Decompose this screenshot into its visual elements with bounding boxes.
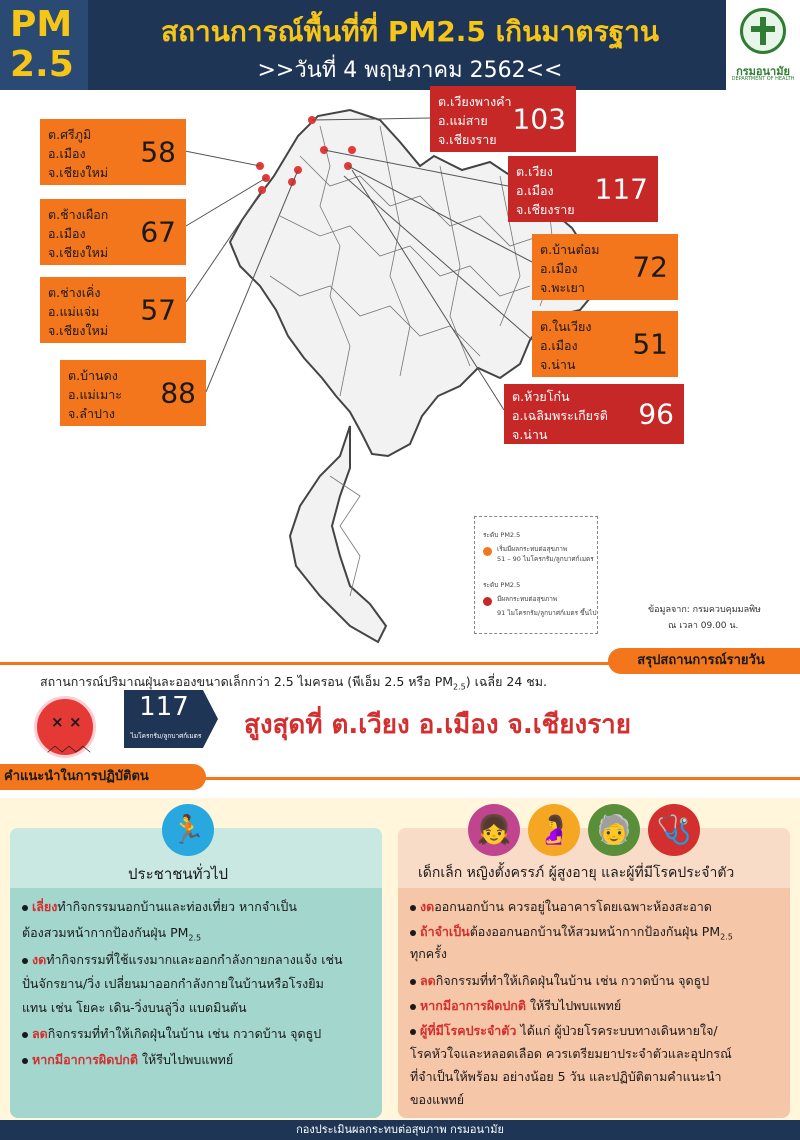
general-advice-2b: ปั่นจักรยาน/วิ่ง เปลี่ยนมาออกกำลังกายในบ้านหรือโรงยิม xyxy=(22,976,324,991)
sensitive-advice-5c: ที่จำเป็นให้พร้อม อย่างน้อย 5 วัน และปฏิบัติตามคำแนะนำ xyxy=(410,1069,722,1084)
sensitive-advice-5d: ของแพทย์ xyxy=(410,1092,465,1107)
data-source: ข้อมูลจาก: กรมควบคุมมลพิษ xyxy=(648,605,761,615)
general-advice-2: งดทำกิจกรรมที่ใช้แรงมากและออกกำลังกายกลางแจ้ง เช่น xyxy=(32,952,343,967)
sensitive-advice-2b: ทุกครั้ง xyxy=(410,946,447,961)
child-icon: 👧 xyxy=(468,804,520,856)
legend-dot-red xyxy=(483,597,492,606)
station-wiangphangkham xyxy=(430,86,576,152)
station-name: ต.บ้านต๋อม อ.เมือง จ.พะเยา xyxy=(540,242,600,295)
logo-subtitle: DEPARTMENT OF HEALTH xyxy=(731,76,795,82)
station-value: 117 xyxy=(594,172,648,206)
station-name: ต.บ้านดง อ.แม่เมาะ จ.ลำปาง xyxy=(68,368,123,421)
page-subtitle: >>วันที่ 4 พฤษภาคม 2562<< xyxy=(257,58,563,83)
general-advice-1b: ต้องสวมหน้ากากป้องกันฝุ่น $PM_{2.5}$ xyxy=(22,925,202,943)
footer-text: กองประเมินผลกระทบต่อสุขภาพ กรมอนามัย xyxy=(296,1123,504,1136)
station-value: 67 xyxy=(140,215,176,249)
station-name: ต.เวียง อ.เมือง จ.เชียงราย xyxy=(516,164,575,217)
sensitive-advice-4: หากมีอาการผิดปกติ ให้รีบไปพบแพทย์ xyxy=(420,998,622,1013)
sensitive-groups-title: เด็กเล็ก หญิงตั้งครรภ์ ผู้สูงอายุ และผู้ที่มีโรคประจำตัว xyxy=(418,865,735,881)
unhealthy-face-icon: × × ︿︿︿ xyxy=(34,696,96,758)
patient-icon: 🩺 xyxy=(648,804,700,856)
sensitive-advice-1: งดออกนอกบ้าน ควรอยู่ในอาคารโดยเฉพาะห้องสะอาด xyxy=(420,899,712,914)
footer xyxy=(0,1120,800,1140)
elderly-icon: 🧓 xyxy=(588,804,640,856)
general-advice-4: หากมีอาการผิดปกติ ให้รีบไปพบแพทย์ xyxy=(32,1052,234,1067)
legend-item-1-line2: 51 – 90 ไมโครกรัม/ลูกบาศก์เมตร xyxy=(497,555,594,563)
advice-tag-label: คำแนะนำในการปฏิบัติตน xyxy=(4,769,149,784)
badge-line1: PM xyxy=(10,4,73,45)
general-advice-3: ลดกิจกรรมที่ทำให้เกิดฝุ่นในบ้าน เช่น กวาดบ้าน จุดธูป xyxy=(32,1026,322,1041)
station-value: 51 xyxy=(632,327,668,361)
station-bantom xyxy=(532,234,678,300)
station-changphueak xyxy=(40,199,186,265)
station-value: 57 xyxy=(140,293,176,327)
station-sriphum xyxy=(40,119,186,185)
station-huaikon xyxy=(504,384,684,444)
station-name: ต.ศรีภูมิ อ.เมือง จ.เชียงใหม่ xyxy=(48,127,109,180)
station-bandong xyxy=(60,360,206,426)
legend-label-2: ระดับ PM2.5 xyxy=(483,581,521,589)
general-public-title: ประชาชนทั่วไป xyxy=(128,865,229,883)
station-name: ต.ช่างเคิ่ง อ.แม่แจ่ม จ.เชียงใหม่ xyxy=(48,285,109,338)
station-value: 72 xyxy=(632,250,668,284)
map-legend xyxy=(474,516,598,634)
station-name: ต.ช้างเผือก อ.เมือง จ.เชียงใหม่ xyxy=(48,207,109,260)
pregnant-woman-icon: 🤰 xyxy=(528,804,580,856)
legend-item-2-line1: มีผลกระทบต่อสุขภาพ xyxy=(497,595,558,603)
station-name: ต.ในเวียง อ.เมือง จ.น่าน xyxy=(540,319,592,372)
legend-item-1-line1: เริ่มมีผลกระทบต่อสุขภาพ xyxy=(497,545,568,553)
station-naiwiang xyxy=(532,311,678,377)
station-name: ต.เวียงพางคำ อ.แม่สาย จ.เชียงราย xyxy=(438,94,512,147)
sensitive-advice-2: ถ้าจำเป็นต้องออกนอกบ้านให้สวมหน้ากากป้องกันฝุ่น $PM_{2.5}$ xyxy=(420,924,733,942)
station-changkoeng xyxy=(40,277,186,343)
summary-tag xyxy=(608,648,800,674)
legend-item-2-line2: 91 ไมโครกรัม/ลูกบาศก์เมตร ขึ้นไป xyxy=(497,609,597,617)
station-value: 96 xyxy=(638,397,674,431)
general-advice-2c: แทน เช่น โยคะ เดิน-วิ่งบนลู่วิ่ง แบดมินตัน xyxy=(22,1000,247,1015)
general-advice-1: เลี่ยงทำกิจกรรมนอกบ้านและท่องเที่ยว หากจำเป็น xyxy=(32,899,297,914)
station-value: 58 xyxy=(140,135,176,169)
running-person-icon: 🏃 xyxy=(162,804,214,856)
legend-dot-orange xyxy=(483,547,492,556)
sensitive-advice-5b: โรคหัวใจและหลอดเลือด ควรเตรียมยาประจำตัวและอุปกรณ์ xyxy=(410,1046,732,1061)
logo-name: กรมอนามัย xyxy=(736,65,790,78)
max-location: สูงสุดที่ ต.เวียง อ.เมือง จ.เชียงราย xyxy=(244,710,631,740)
station-wiang xyxy=(508,156,658,222)
badge-line2: 2.5 xyxy=(10,44,74,85)
page-title: สถานการณ์พื้นที่ที่ PM2.5 เกินมาตรฐาน xyxy=(161,15,659,48)
station-value: 103 xyxy=(512,102,566,136)
summary-tag-label: สรุปสถานการณ์รายวัน xyxy=(637,653,765,668)
max-value: 117 xyxy=(139,692,189,722)
advice-tag xyxy=(0,764,206,790)
sensitive-advice-3: ลดกิจกรรมที่ทำให้เกิดฝุ่นในบ้าน เช่น กวาดบ้าน จุดธูป xyxy=(420,973,710,988)
legend-label: ระดับ PM2.5 xyxy=(483,531,521,539)
summary-description: สถานการณ์ปริมาณฝุ่นละอองขนาดเล็กกว่า 2.5 ไมครอน (พีเอ็ม 2.5 หรือ $PM_{2.5}$) เฉลี่ย 24 ชม. xyxy=(40,674,547,692)
max-unit: ไมโครกรัม/ลูกบาศก์เมตร xyxy=(130,732,202,740)
data-time: ณ เวลา 09.00 น. xyxy=(668,621,739,631)
sensitive-advice-5: ผู้ที่มีโรคประจำตัว ได้แก่ ผู้ป่วยโรคระบบทางเดินหายใจ/ xyxy=(420,1023,718,1038)
station-value: 88 xyxy=(160,376,196,410)
station-name: ต.ห้วยโก๋น อ.เฉลิมพระเกียรติ จ.น่าน xyxy=(512,389,608,442)
